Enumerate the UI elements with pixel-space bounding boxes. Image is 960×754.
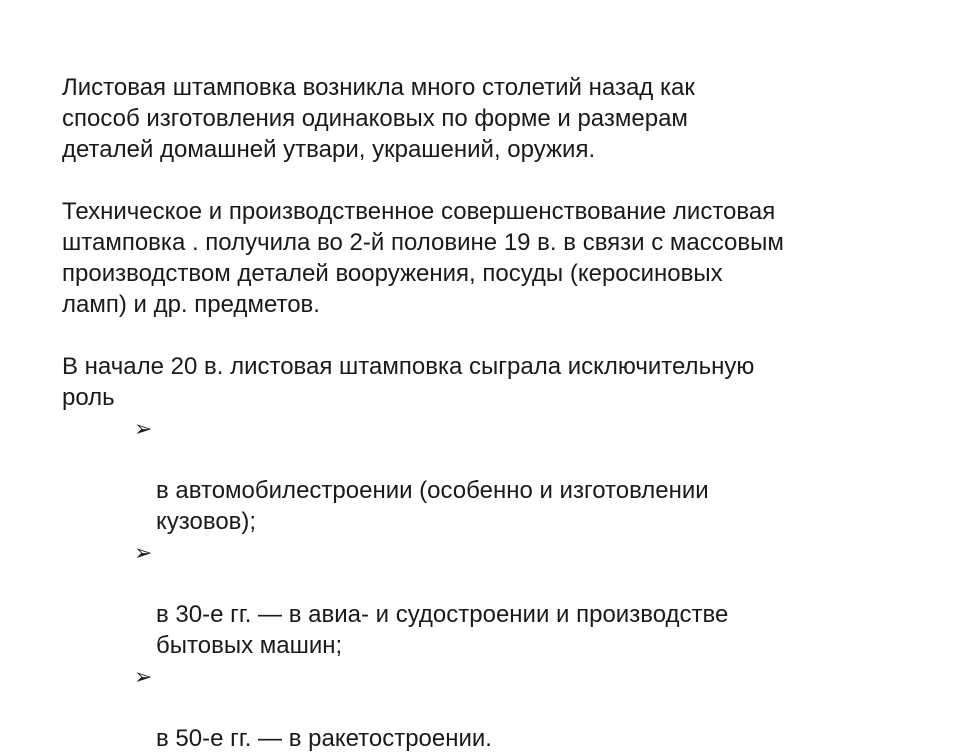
paragraph-history: Листовая штамповка возникла много столетий назад как способ изготовления одинаковых по форме и размерам деталей домашней утвари, украшений, оружия. bbox=[62, 74, 695, 163]
arrow-bullet-icon: ➢ bbox=[134, 416, 153, 441]
bullet-item-automotive bbox=[134, 413, 862, 537]
arrow-bullet-icon: ➢ bbox=[134, 664, 153, 689]
slide-text-body bbox=[62, 72, 862, 754]
bullet-item-rocketry bbox=[134, 661, 862, 754]
bullet-item-aviation bbox=[134, 537, 862, 661]
bullet-text: в автомобилестроении (особенно и изготовлении кузовов); bbox=[156, 477, 709, 535]
paragraph-spacer bbox=[62, 165, 862, 196]
bullet-text: в 30-е гг. — в авиа- и судостроении и производстве бытовых машин; bbox=[156, 601, 729, 659]
paragraph-spacer bbox=[62, 320, 862, 351]
bullet-list bbox=[62, 413, 862, 754]
paragraph-20th-century: В начале 20 в. листовая штамповка сыграла исключительную роль bbox=[62, 353, 755, 411]
paragraph-development: Техническое и производственное совершенствование листовая штамповка . получила во 2-й половине 19 в. в связи с массовым производством деталей вооружения, посуды (керосиновых ламп) и др. предметов. bbox=[62, 198, 784, 318]
arrow-bullet-icon: ➢ bbox=[134, 540, 153, 565]
bullet-text: в 50-е гг. — в ракетостроении. bbox=[156, 725, 492, 752]
